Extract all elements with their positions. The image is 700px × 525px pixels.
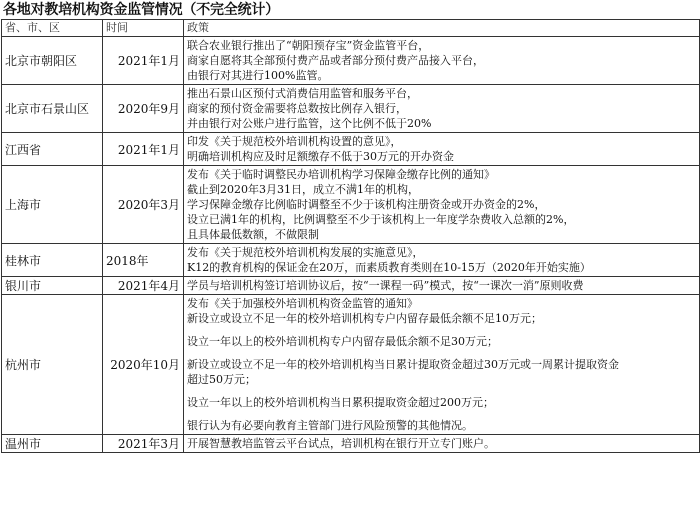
policy-cell xyxy=(184,295,700,435)
time-cell: 2020年10月 xyxy=(103,295,184,435)
policy-spacer xyxy=(187,326,696,334)
table-row xyxy=(2,85,700,133)
policy-line: 发布《关于规范校外培训机构发展的实施意见》， xyxy=(187,246,424,259)
policy-cell xyxy=(184,435,700,453)
policy-cell xyxy=(184,37,700,85)
policy-line: 超过50万元； xyxy=(187,373,256,386)
policy-spacer xyxy=(187,349,696,357)
header-policy: 政策 xyxy=(184,20,700,37)
policy-line: 银行认为有必要向教育主管部门进行风险预警的其他情况。 xyxy=(187,419,473,432)
policy-line: 由银行对其进行100%监管。 xyxy=(187,69,329,82)
policy-line: 商家的预付资金需要将总数按比例存入银行， xyxy=(187,102,407,115)
region-cell: 上海市 xyxy=(2,166,103,244)
policy-line: 推出石景山区预付式消费信用监管和服务平台， xyxy=(187,87,418,100)
time-cell: 2021年4月 xyxy=(103,277,184,295)
policy-line: 发布《关于临时调整民办培训机构学习保障金缴存比例的通知》 xyxy=(187,168,495,181)
policy-cell xyxy=(184,244,700,277)
table-row xyxy=(2,37,700,85)
time-cell: 2021年1月 xyxy=(103,133,184,166)
region-cell: 江西省 xyxy=(2,133,103,166)
region-cell: 北京市朝阳区 xyxy=(2,37,103,85)
supervision-table xyxy=(1,19,700,453)
policy-cell xyxy=(184,85,700,133)
region-cell: 杭州市 xyxy=(2,295,103,435)
time-cell: 2021年1月 xyxy=(103,37,184,85)
policy-line: 明确培训机构应及时足额缴存不低于30万元的开办资金 xyxy=(187,150,454,163)
policy-spacer xyxy=(187,387,696,395)
policy-cell xyxy=(184,277,700,295)
header-row xyxy=(2,20,700,37)
policy-line: 截止到2020年3月31日，成立不满1年的机构， xyxy=(187,183,419,196)
policy-line: 开展智慧教培监管云平台试点，培训机构在银行开立专门账户。 xyxy=(187,437,495,450)
time-cell: 2020年9月 xyxy=(103,85,184,133)
table-row xyxy=(2,277,700,295)
header-region: 省、市、区 xyxy=(2,20,103,37)
time-cell: 2018年 xyxy=(103,244,184,277)
policy-line: 并由银行对公账户进行监管，这个比例不低于20% xyxy=(187,117,432,130)
policy-cell xyxy=(184,166,700,244)
policy-line: 发布《关于加强校外培训机构资金监管的通知》 xyxy=(187,297,418,310)
policy-line: 商家自愿将其全部预付费产品或者部分预付费产品接入平台， xyxy=(187,54,484,67)
page-title: 各地对教培机构资金监管情况（不完全统计） xyxy=(3,2,279,18)
table-row xyxy=(2,166,700,244)
policy-line: 联合农业银行推出了“朝阳预存宝”资金监管平台， xyxy=(187,39,430,52)
table-row xyxy=(2,435,700,453)
policy-line: 设立一年以上的校外培训机构当日累积提取资金超过200万元； xyxy=(187,396,494,409)
policy-spacer xyxy=(187,410,696,418)
policy-line: 设立已满1年的机构，比例调整至不少于该机构上一年度学杂费收入总额的2%， xyxy=(187,213,575,226)
policy-line: 且具体最低数额，不做限制 xyxy=(187,228,319,241)
policy-line: 学习保障金缴存比例临时调整至不少于该机构注册资金或开办资金的2%， xyxy=(187,198,546,211)
region-cell: 北京市石景山区 xyxy=(2,85,103,133)
policy-line: 印发《关于规范校外培训机构设置的意见》， xyxy=(187,135,402,148)
time-cell: 2021年3月 xyxy=(103,435,184,453)
table-row xyxy=(2,133,700,166)
policy-line: K12的教育机构的保证金在20万，而素质教育类则在10-15万（2020年开始实施） xyxy=(187,261,591,274)
region-cell: 桂林市 xyxy=(2,244,103,277)
region-cell: 银川市 xyxy=(2,277,103,295)
table-row xyxy=(2,244,700,277)
policy-line: 设立一年以上的校外培训机构专户内留存最低余额不足30万元； xyxy=(187,335,498,348)
policy-line: 新设立或设立不足一年的校外培训机构专户内留存最低余额不足10万元； xyxy=(187,312,542,325)
policy-line: 学员与培训机构签订培训协议后，按“一课程一码”模式，按“一课次一消”原则收费 xyxy=(187,279,584,292)
header-time: 时间 xyxy=(103,20,184,37)
policy-cell xyxy=(184,133,700,166)
table-row xyxy=(2,295,700,435)
policy-line: 新设立或设立不足一年的校外培训机构当日累计提取资金超过30万元或一周累计提取资金 xyxy=(187,358,619,371)
region-cell: 温州市 xyxy=(2,435,103,453)
time-cell: 2020年3月 xyxy=(103,166,184,244)
